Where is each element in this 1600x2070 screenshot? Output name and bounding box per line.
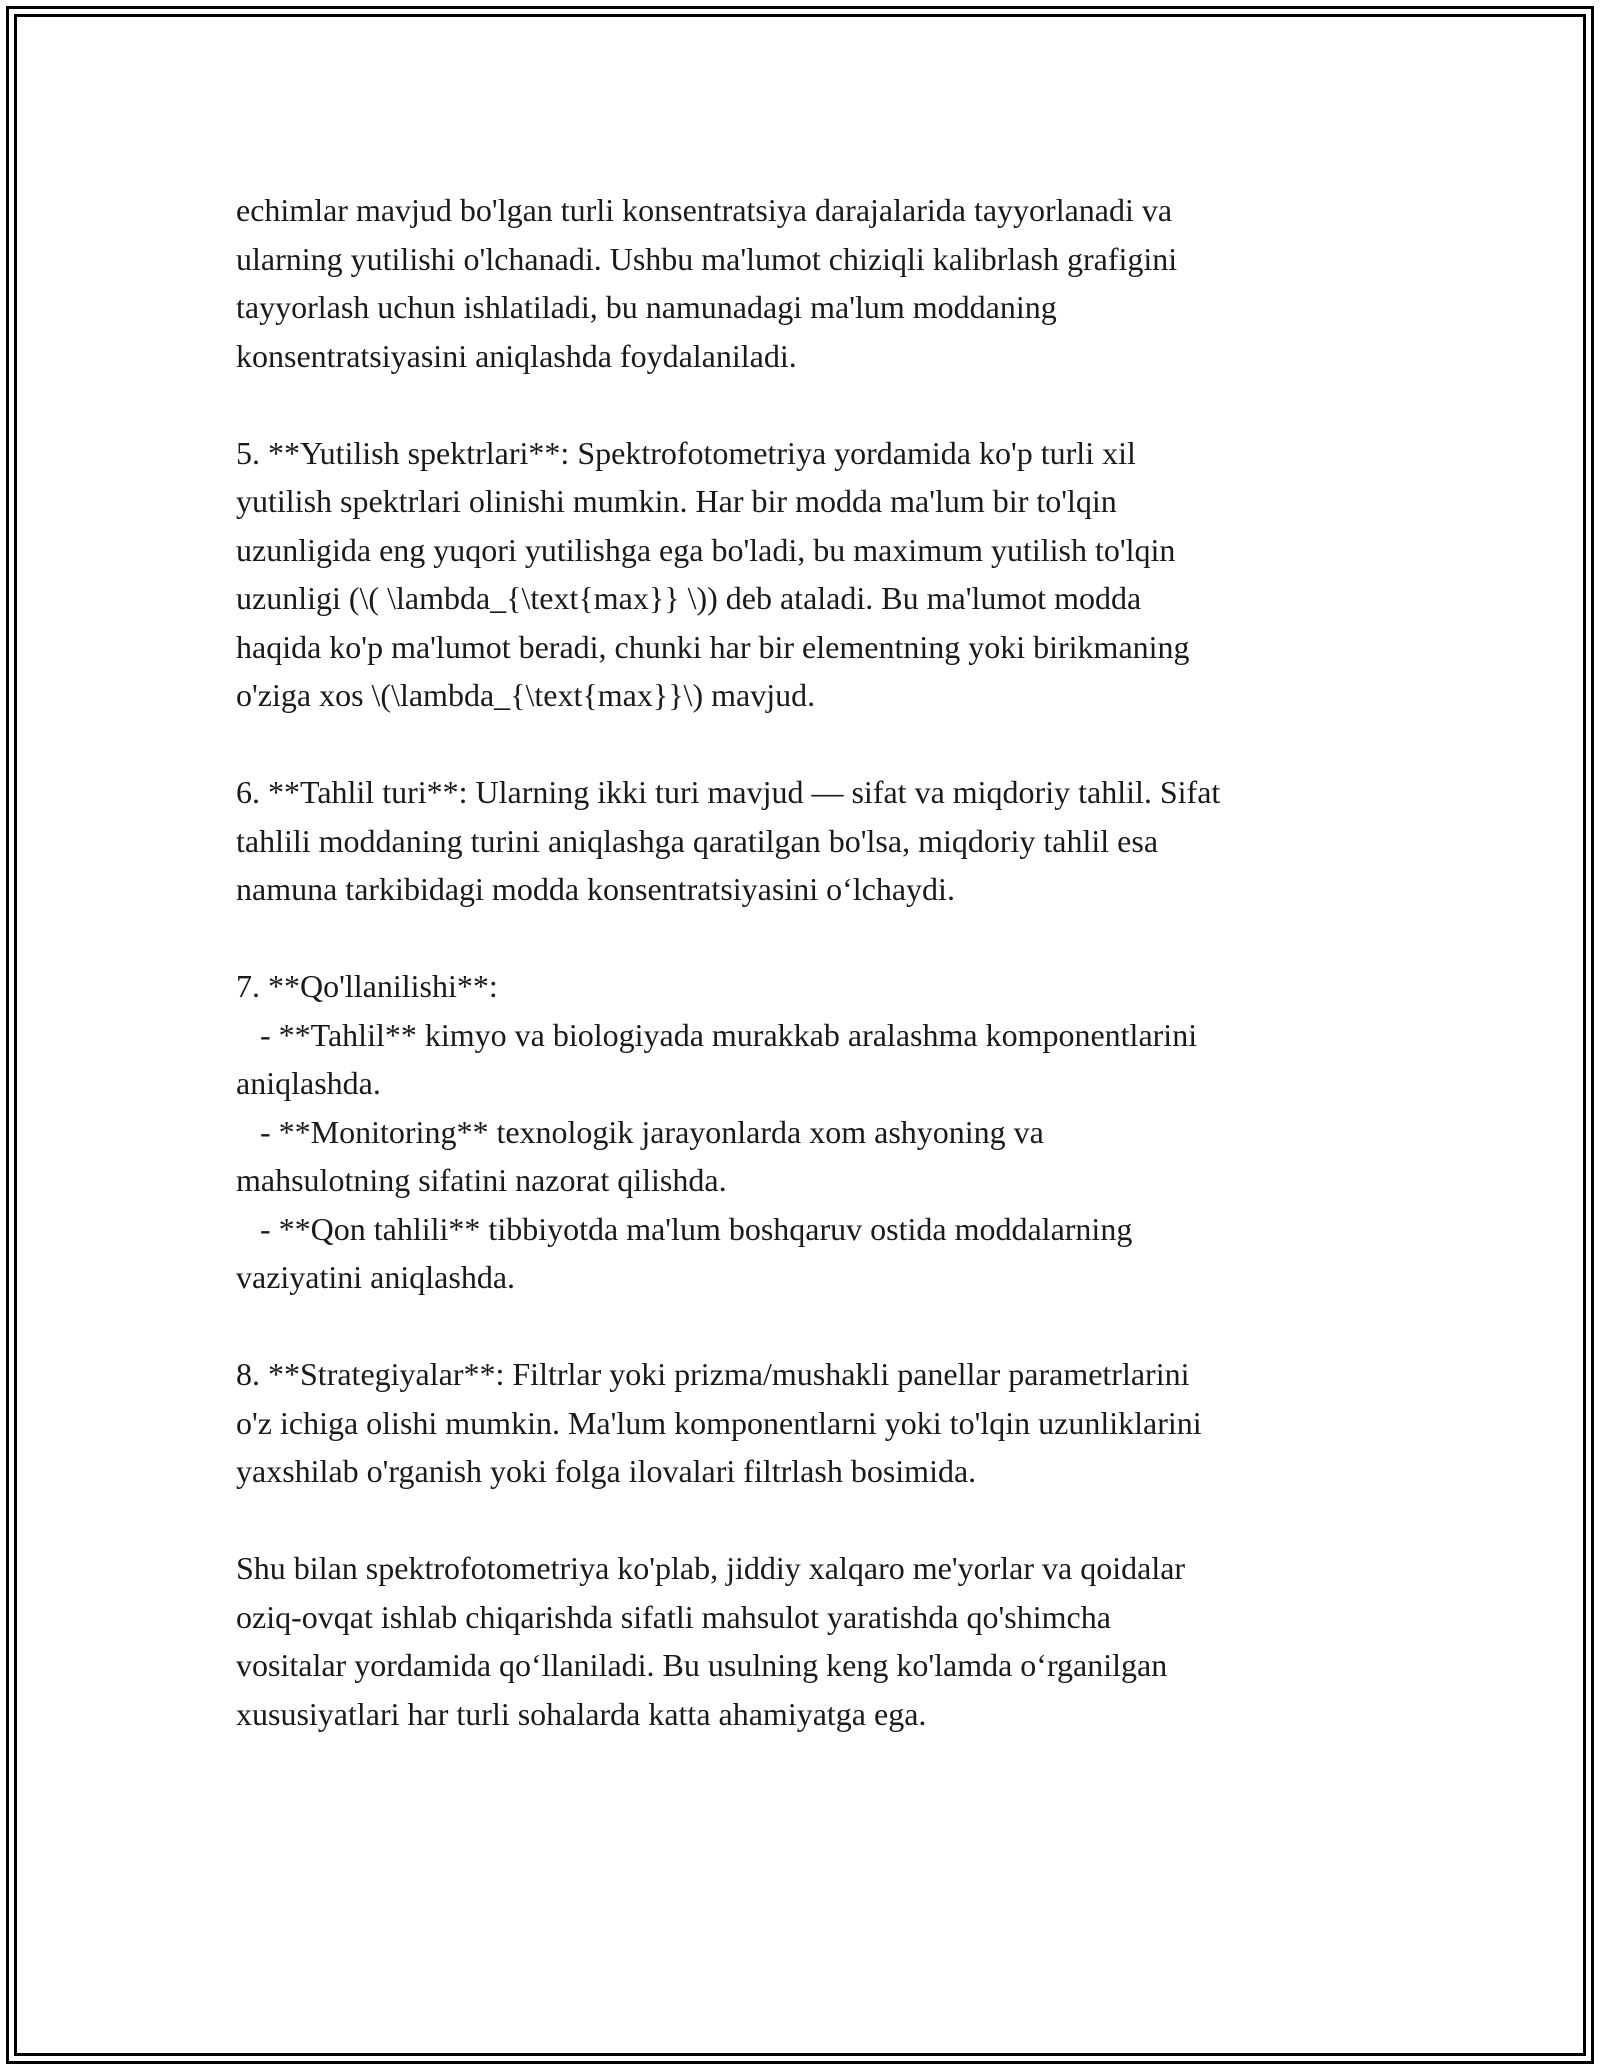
- text-line: - **Qon tahlili** tibbiyotda ma'lum boshqaruv ostida moddalarning: [236, 1210, 1133, 1247]
- text-line: 6. **Tahlil turi**: Ularning ikki turi mavjud — sifat va miqdoriy tahlil. Sifat: [236, 774, 1221, 810]
- paragraph-analysis-type: [236, 768, 1396, 914]
- text-line: 7. **Qo'llanilishi**:: [236, 968, 498, 1004]
- text-line: konsentratsiyasini aniqlashda foydalaniladi.: [236, 337, 797, 374]
- text-line: uzunligida eng yuqori yutilishga ega bo'ladi, bu maximum yutilish to'lqin: [236, 531, 1176, 568]
- text-line: xususiyatlari har turli sohalarda katta ahamiyatga ega.: [236, 1695, 927, 1732]
- text-line: - **Tahlil** kimyo va biologiyada murakkab aralashma komponentlarini: [236, 1016, 1198, 1053]
- text-line: yaxshilab o'rganish yoki folga ilovalari filtrlash bosimida.: [236, 1453, 977, 1489]
- paragraph-strategies: [236, 1350, 1396, 1496]
- text-line: namuna tarkibidagi modda konsentratsiyasini o‘lchaydi.: [236, 871, 955, 907]
- text-line: mahsulotning sifatini nazorat qilishda.: [236, 1162, 727, 1198]
- text-line: haqida ko'p ma'lumot beradi, chunki har bir elementning yoki birikmaning: [236, 628, 1190, 665]
- text-line: Shu bilan spektrofotometriya ko'plab, jiddiy xalqaro me'yorlar va qoidalar: [236, 1550, 1186, 1586]
- text-line: aniqlashda.: [236, 1065, 381, 1101]
- paragraph-conclusion: [236, 1544, 1396, 1738]
- text-line: 5. **Yutilish spektrlari**: Spektrofotometriya yordamida ko'p turli xil: [236, 434, 1136, 471]
- text-line: yutilish spektrlari olinishi mumkin. Har bir modda ma'lum bir to'lqin: [236, 483, 1117, 519]
- text-line: o'ziga xos \(\lambda_{\text{max}}\) mavjud.: [236, 677, 816, 713]
- text-line: 8. **Strategiyalar**: Filtrlar yoki prizma/mushakli panellar parametrlarini: [236, 1356, 1190, 1392]
- document-body: [236, 186, 1396, 1787]
- text-line: o'z ichiga olishi mumkin. Ma'lum komponentlarni yoki to'lqin uzunliklarini: [236, 1404, 1202, 1441]
- text-line: oziq-ovqat ishlab chiqarishda sifatli mahsulot yaratishda qo'shimcha: [236, 1598, 1111, 1635]
- text-line: tahlili moddaning turini aniqlashga qaratilgan bo'lsa, miqdoriy tahlil esa: [236, 822, 1159, 859]
- paragraph-calibration: [236, 186, 1396, 380]
- text-line: vositalar yordamida qo‘llaniladi. Bu usulning keng ko'lamda o‘rganilgan: [236, 1647, 1168, 1683]
- text-line: echimlar mavjud bo'lgan turli konsentratsiya darajalarida tayyorlanadi va: [236, 192, 1173, 228]
- text-line: ularning yutilishi o'lchanadi. Ushbu ma'lumot chiziqli kalibrlash grafigini: [236, 240, 1178, 277]
- text-line: - **Monitoring** texnologik jarayonlarda xom ashyoning va: [236, 1113, 1044, 1150]
- paragraph-absorption-spectra: [236, 429, 1396, 720]
- text-line: tayyorlash uchun ishlatiladi, bu namunadagi ma'lum moddaning: [236, 289, 1057, 325]
- text-line: uzunligi (\( \lambda_{\text{max}} \)) deb ataladi. Bu ma'lumot modda: [236, 580, 1142, 616]
- text-line: vaziyatini aniqlashda.: [236, 1259, 516, 1295]
- paragraph-applications: [236, 962, 1396, 1302]
